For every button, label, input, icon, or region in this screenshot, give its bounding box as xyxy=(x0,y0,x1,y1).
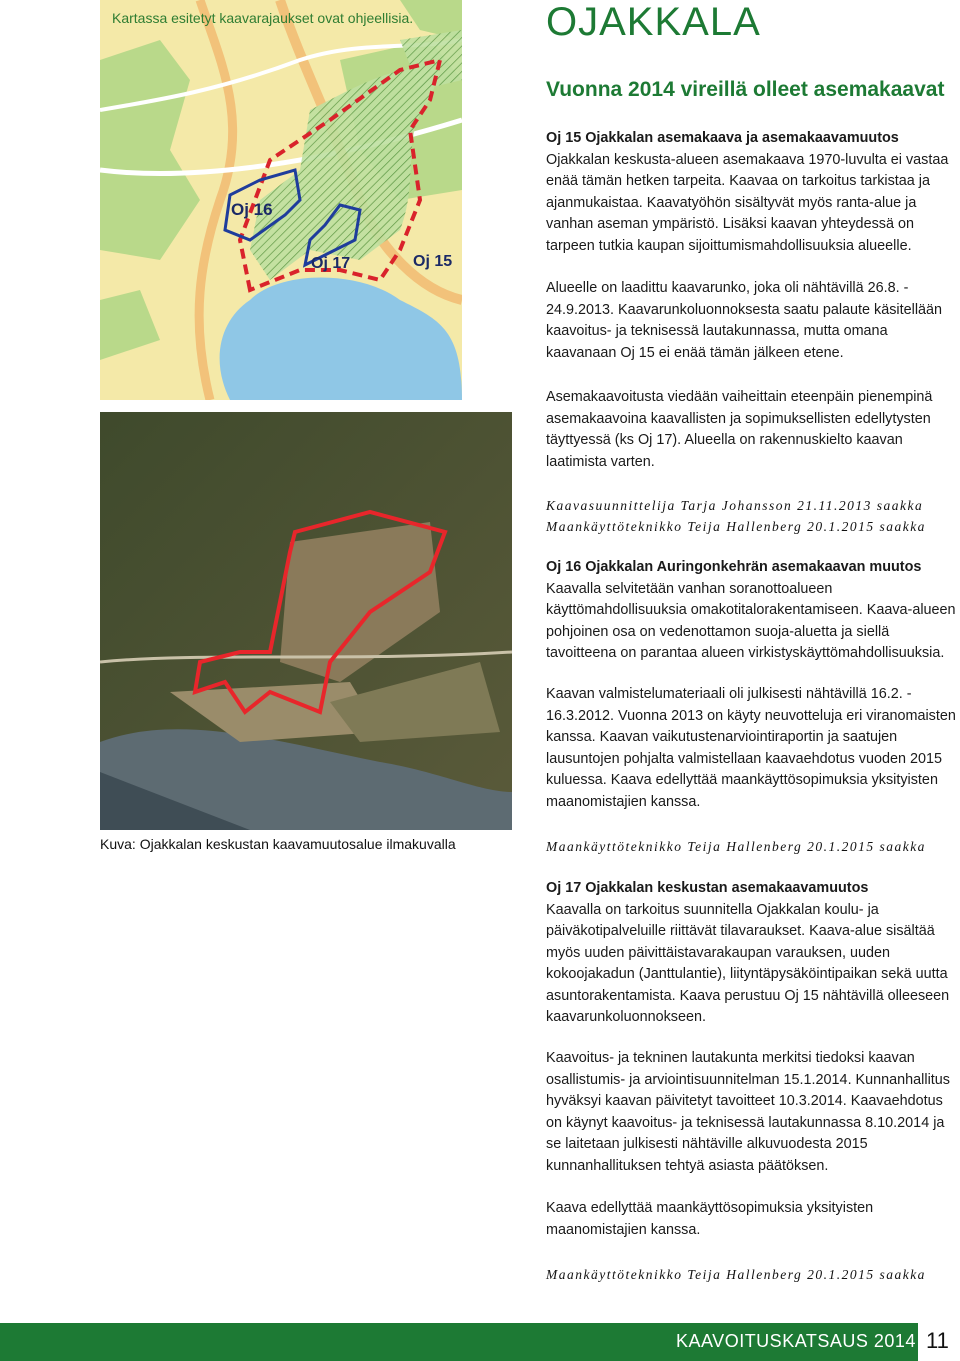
oj15-signature-2: Maankäyttöteknikko Teija Hallenberg 20.1.2015 saakka xyxy=(546,519,926,534)
page-number: 11 xyxy=(926,1328,949,1353)
aerial-photo xyxy=(100,412,512,830)
zoning-map xyxy=(100,0,462,400)
oj15-paragraph-3: Asemakaavoitusta viedään vaiheittain eteenpäin pienempinä asemakaavoina kaavallisten ja sopimuksellisten edellytysten täyttyessä (ks Oj 17). Alueella on rakennuskielto kaavan laatimista varten. xyxy=(546,389,933,470)
aerial-photo-caption: Kuva: Ojakkalan keskustan kaavamuutosalue ilmakuvalla xyxy=(100,836,456,852)
oj15-block xyxy=(546,128,960,257)
oj17-paragraph-2: Kaavoitus- ja tekninen lautakunta merkitsi tiedoksi kaavan osallistumis- ja arviointisuunnitelman 15.1.2014. Kunnanhallitus hyväksyi kaavan päivitetyt tavoitteet 10.3.2014. Kaavaehdotus on käynyt kaavoitus- ja teknisessä lautakunnassa 8.10.2014 ja se laitetaan julkisesti nähtäville alkuvuodesta 2015 kunnanhallituksen tehtyä asiasta päätöksen. xyxy=(546,1050,950,1174)
map-caption: Kartassa esitetyt kaavarajaukset ovat ohjeellisia. xyxy=(112,10,414,26)
map-label-oj17: Oj 17 xyxy=(311,255,351,272)
oj15-signature-1: Kaavasuunnittelija Tarja Johansson 21.11.2013 saakka xyxy=(546,498,924,513)
oj16-heading: Oj 16 Ojakkalan Auringonkehrän asemakaavan muutos xyxy=(546,559,922,575)
oj15-heading: Oj 15 Ojakkalan asemakaava ja asemakaavamuutos xyxy=(546,130,899,146)
oj17-paragraph-1: Kaavalla on tarkoitus suunnitella Ojakkalan koulu- ja päiväkotipalveluille riittävät tilavaraukset. Kaava-alue sisältää myös uuden päivittäistavarakaupan varauksen, uuden kokoojakadun (Janttulantie), liityntäpysäköintipaikan sekä uutta asuntorakentamista. Kaava perustuu Oj 15 nähtävillä olleeseen kaavarunkoluonnokseen. xyxy=(546,901,950,1025)
oj17-heading: Oj 17 Ojakkalan keskustan asemakaavamuutos xyxy=(546,880,869,896)
oj16-paragraph-2: Kaavan valmistelumateriaali oli julkisesti nähtävillä 16.2. - 16.3.2012. Vuonna 2013 on käyty neuvotteluja eri viranomaisten kanssa. Kaavan vaikutustenarviointiraportin ja saatujen lausuntojen pohjalta valmistellaan kaavaehdotus vuoden 2015 kuluessa. Kaava edellyttää maankäyttösopimuksia yksityisten maanomistajien kanssa. xyxy=(546,686,956,810)
oj15-paragraph-2: Alueelle on laadittu kaavarunko, joka oli nähtävillä 26.8. - 24.9.2013. Kaavarunkoluonnoksesta saatu palaute käsitellään kaavoitus- ja teknisessä lautakunnassa, mutta omana kaavanaan Oj 15 ei enää tämän jälkeen etene. xyxy=(546,280,943,361)
oj17-signature: Maankäyttöteknikko Teija Hallenberg 20.1.2015 saakka xyxy=(546,1267,926,1282)
oj15-paragraph-1: Ojakkalan keskusta-alueen asemakaava 1970-luvulta ei vastaa enää tämän hetken tarpeita. Kaavaa on tarkoitus tarkistaa ja ajanmukaistaa. Kaavatyöhön sisältyvät myös ranta-alue ja vanhan aseman ympäristö. Lisäksi kaavan yhteydessä on tarpeen tutkia kaupan sijoittumismahdollisuuksia alueelle. xyxy=(546,151,949,254)
oj17-paragraph-3: Kaava edellyttää maankäyttösopimuksia yksityisten maanomistajien kanssa. xyxy=(546,1200,874,1238)
map-label-oj15: Oj 15 xyxy=(413,253,453,270)
oj17-block xyxy=(546,878,960,1029)
page-title: OJAKKALA xyxy=(546,0,761,44)
oj16-signature: Maankäyttöteknikko Teija Hallenberg 20.1.2015 saakka xyxy=(546,839,926,854)
aerial-photo-svg xyxy=(100,412,512,830)
section-title: Vuonna 2014 vireillä olleet asemakaavat xyxy=(546,78,945,101)
footer-title: KAAVOITUSKATSAUS 2014 xyxy=(676,1331,916,1351)
oj16-paragraph-1: Kaavalla selvitetään vanhan soranottoalueen käyttömahdollisuuksia omakotitalorakentamiseen. Kaava-alueen pohjoinen osa on vedenottamon suoja-aluetta ja siellä tavoitteena on parantaa alueen virkistyskäyttömahdollisuuksia. xyxy=(546,580,956,661)
zoning-map-svg xyxy=(100,0,462,400)
map-label-oj16: Oj 16 xyxy=(231,200,273,219)
oj16-block xyxy=(546,557,960,665)
